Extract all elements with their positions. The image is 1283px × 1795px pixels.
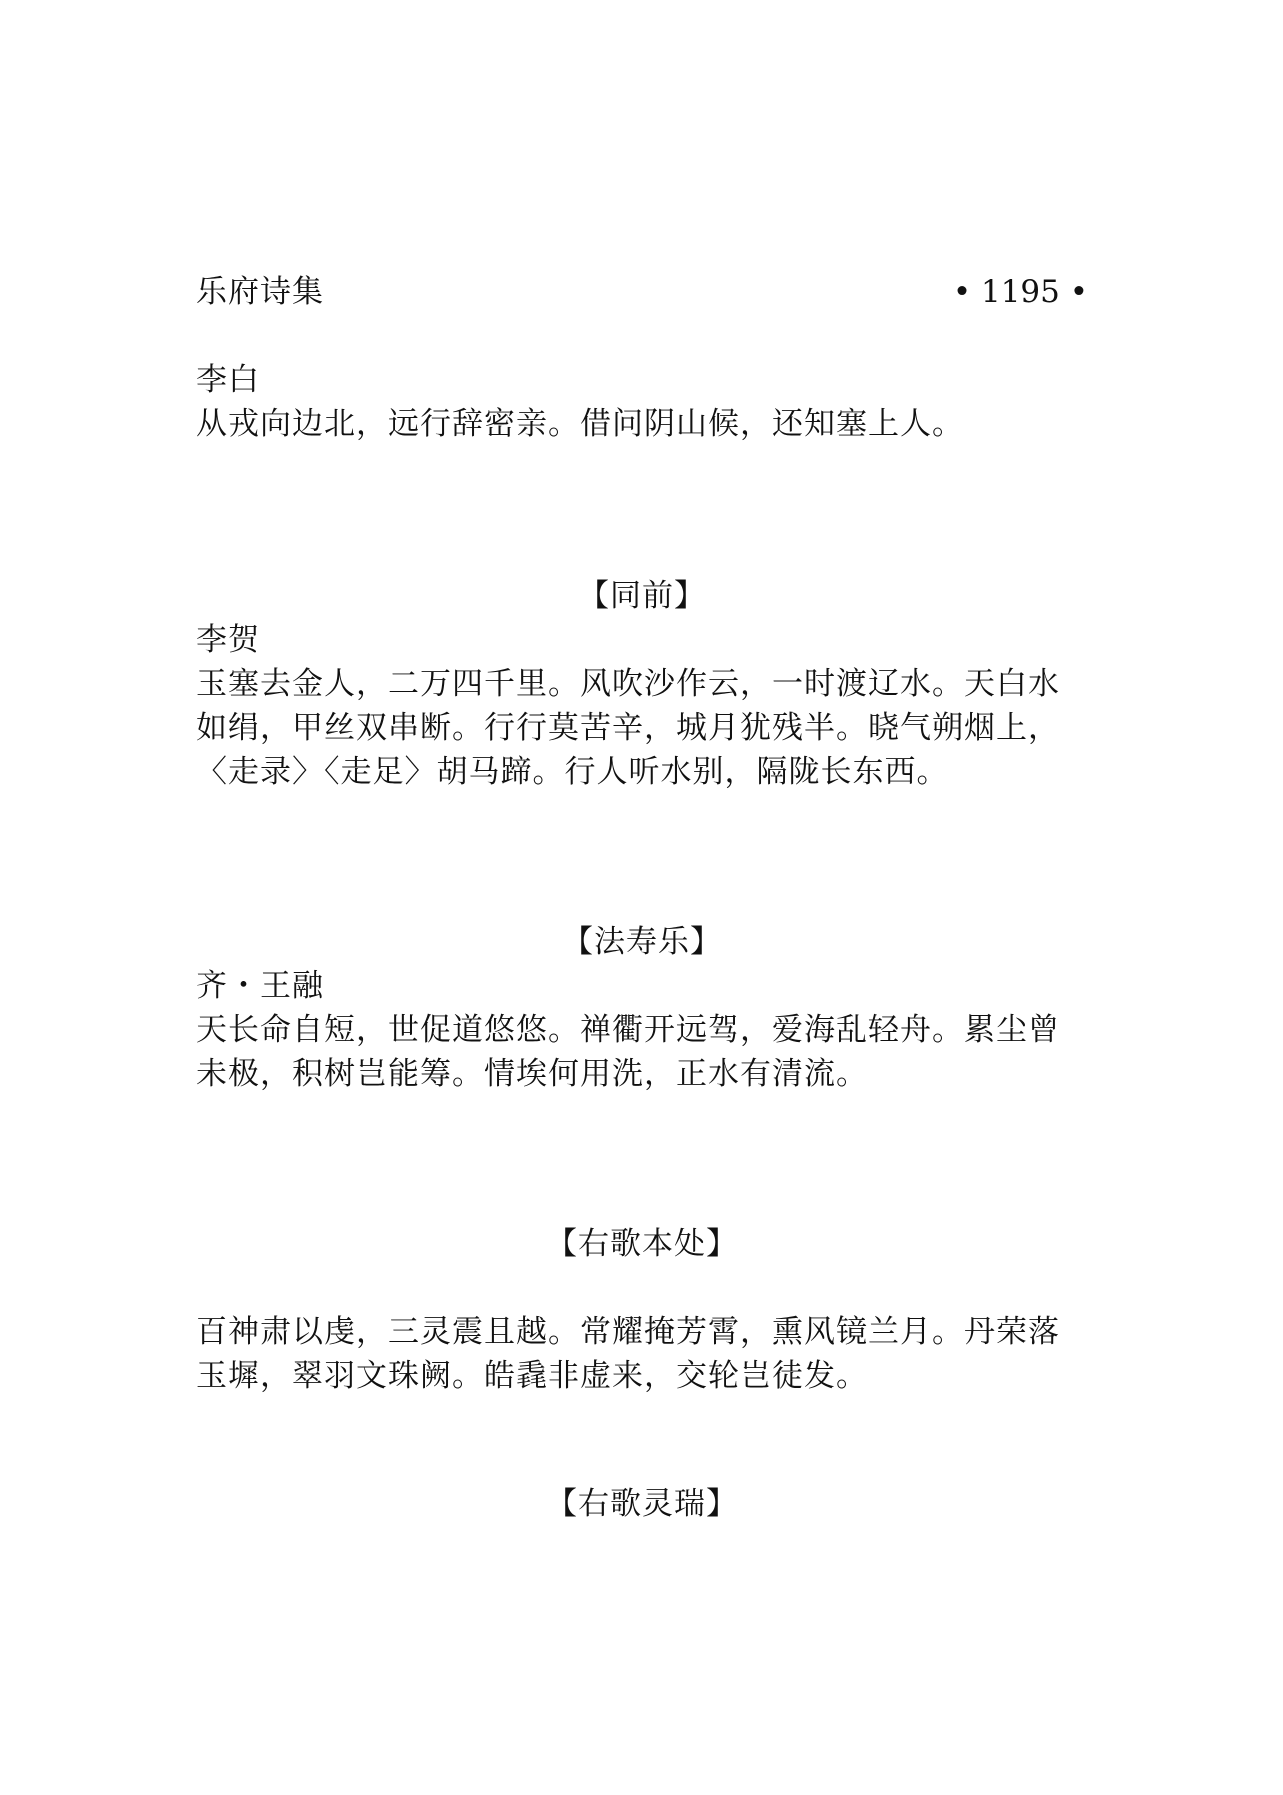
page-header [196, 270, 1088, 314]
section-heading: 【同前】 [578, 578, 706, 614]
poem-line: 玉塞去金人，二万四千里。风吹沙作云，一时渡辽水。天白水 [196, 666, 1060, 702]
running-title: 乐府诗集 [196, 274, 324, 310]
section-heading: 【右歌本处】 [546, 1226, 738, 1262]
poem-line: 未极，积树岂能筹。情埃何用洗，正水有清流。 [196, 1056, 868, 1092]
poem-line: 玉墀，翠羽文珠阙。皓毳非虚来，交轮岂徒发。 [196, 1358, 868, 1394]
author-name: 李白 [196, 362, 260, 398]
poem-line: 百神肃以虔，三灵震且越。常耀掩芳霄，熏风镜兰月。丹荣落 [196, 1314, 1060, 1350]
section-heading: 【法寿乐】 [562, 924, 722, 960]
poem-line: 〈走录〉〈走足〉胡马蹄。行人听水别，隔陇长东西。 [196, 754, 949, 790]
author-name: 齐・王融 [196, 968, 324, 1004]
poem-line: 从戎向边北，远行辞密亲。借问阴山候，还知塞上人。 [196, 406, 964, 442]
poem-line: 如绢，甲丝双串断。行行莫苦辛，城月犹残半。晓气朔烟上， [196, 710, 1060, 746]
author-name: 李贺 [196, 622, 260, 658]
page-number: • 1195 • [952, 274, 1088, 310]
poem-line: 天长命自短，世促道悠悠。禅衢开远驾，爱海乱轻舟。累尘曾 [196, 1012, 1060, 1048]
section-heading: 【右歌灵瑞】 [546, 1486, 738, 1522]
